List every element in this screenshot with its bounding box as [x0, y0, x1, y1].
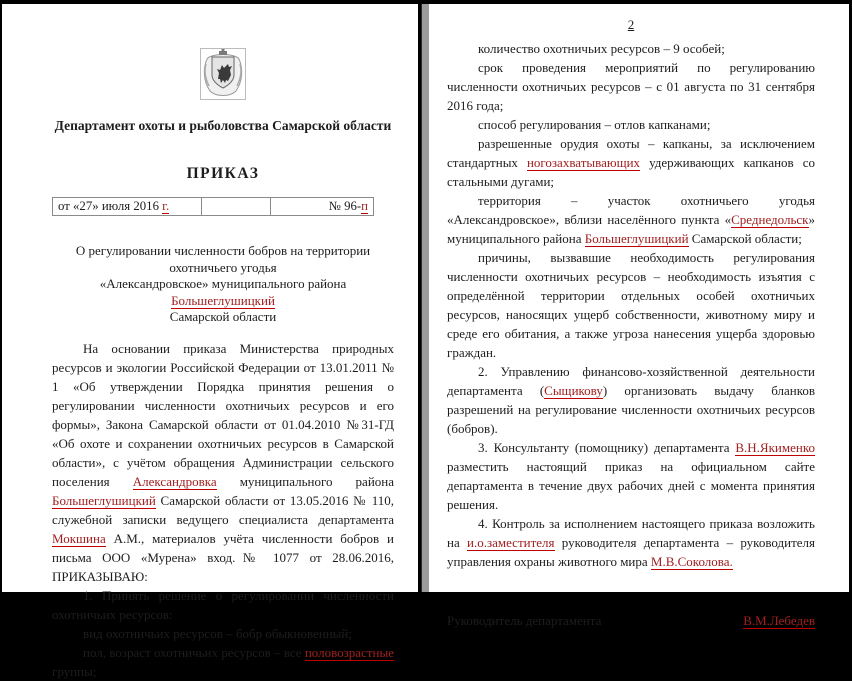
paragraph-method: способ регулирования – отлов капканами;	[478, 117, 711, 132]
order-meta-table	[52, 197, 374, 216]
paragraph-item-3: 3. Консультанту (помощнику) департамента В.Н.Якименко разместить настоящий приказ на официальном сайте департамента в течение двух рабочих дней с момента принятия решения.	[447, 440, 815, 512]
paragraph-item-2: 2. Управлению финансово-хозяйственной деятельности департамента (Сыщикову) организовать выдачу бланков разрешений на регулирование численности охотничьих ресурсов (бобров).	[447, 364, 815, 436]
order-number-cell: № 96-п	[271, 198, 374, 216]
marked-word: половозрастные	[304, 644, 394, 660]
department-heading: Департамент охоты и рыболовства Самарской области	[54, 118, 392, 133]
document-page-2	[429, 4, 849, 628]
marked-word: Мокшина	[52, 530, 106, 546]
marked-word: М.В.Соколова.	[650, 554, 733, 569]
order-subject	[52, 243, 394, 326]
marked-word: Александровка	[132, 473, 217, 489]
marked-word: Сыщикову	[544, 383, 603, 398]
paragraph-tools: разрешенные орудия охоты – капканы, за исключением стандартных ногозахватывающих удерживающих капканов со стальными дугами;	[447, 136, 815, 189]
page-number: 2	[627, 17, 635, 32]
signature-row	[447, 613, 815, 629]
order-meta-empty-cell	[202, 198, 271, 216]
paragraph-item-4: 4. Контроль за исполнением настоящего приказа возложить на и.о.заместителя руководителя департамента – руководителя управления охраны животного мира М.В.Соколова.	[447, 516, 815, 569]
marked-word: и.о.заместителя	[467, 535, 555, 550]
paragraph-quantity: количество охотничьих ресурсов – 9 особей;	[478, 41, 725, 56]
marked-word: п	[361, 199, 368, 213]
paragraph-territory: территория – участок охотничьего угодья «Александровское», вблизи населённого пункта «Среднедольск» муниципального района Большеглушицкий Самарской области;	[447, 193, 815, 246]
marked-word: ногозахватывающих	[526, 155, 641, 170]
marked-word: В.Н.Якименко	[735, 440, 815, 455]
marked-word: г.	[162, 199, 170, 213]
paragraph-preamble: На основании приказа Министерства природных ресурсов и экологии Российской Федерации от 13.01.2011 № 1 «Об утверждении Порядка принятия решения о регулировании численности охотничьих ресурсов и его формы», Закона Самарской области от 01.04.2010 №31-ГД «Об охоте и сохранении охотничьих ресурсов в Самарской области», с учётом обращения Администрации сельского поселения Александровка муниципального района Большеглушицкий Самарской области от 13.05.2016 № 110, служебной записки ведущего специалиста департамента Мокшина А.М., материалов учёта численности бобров и письма ООО «Мурена» вход.№ 1077 от 28.06.2016, ПРИКАЗЫВАЮ:	[52, 340, 394, 584]
paragraph-reasons: причины, вызвавшие необходимость регулирования численности охотничьих ресурсов – необходимость изъятия с определённой территории отдельных особей охотничьих ресурсов, наносящих ущерб собственности, животному миру и среде его обитания, а также угроза нанесения ущерба здоровью граждан.	[447, 250, 815, 360]
order-meta-row	[53, 198, 374, 216]
order-date-cell: от «27» июля 2016 г.	[53, 198, 202, 216]
order-subject-line: «Александровское» муниципального района Большеглушицкий	[99, 276, 347, 308]
emblem-container	[52, 48, 394, 105]
marked-word: Среднедольск	[731, 212, 809, 227]
order-heading: ПРИКАЗ	[186, 165, 260, 182]
page-2-body	[447, 39, 815, 571]
paragraph-period: срок проведения мероприятий по регулированию численности охотничьих ресурсов – с 01 августа по 31 сентября 2016 года;	[447, 60, 815, 113]
marked-word: Большеглушицкий	[52, 492, 156, 508]
coat-of-arms-icon	[200, 48, 246, 100]
order-subject-line: О регулировании численности бобров на территории охотничьего угодья	[75, 243, 371, 275]
order-subject-line: Самарской области	[169, 309, 277, 324]
signature-name	[743, 613, 815, 629]
signature-position: Руководитель департамента	[447, 613, 602, 628]
paragraph-resource-type: вид охотничьих ресурсов – бобр обыкновенный;	[83, 625, 352, 641]
paragraph-sex-age: пол, возраст охотничьих ресурсов – все половозрастные группы;	[52, 644, 394, 679]
marked-word: В.М.Лебедев	[743, 613, 815, 628]
marked-word: Большеглушицкий	[171, 292, 275, 308]
document-page-1	[2, 4, 418, 679]
paragraph-item-1: 1. Принять решение о регулировании численности охотничьих ресурсов:	[52, 587, 394, 622]
marked-word: Большеглушицкий	[584, 231, 689, 246]
